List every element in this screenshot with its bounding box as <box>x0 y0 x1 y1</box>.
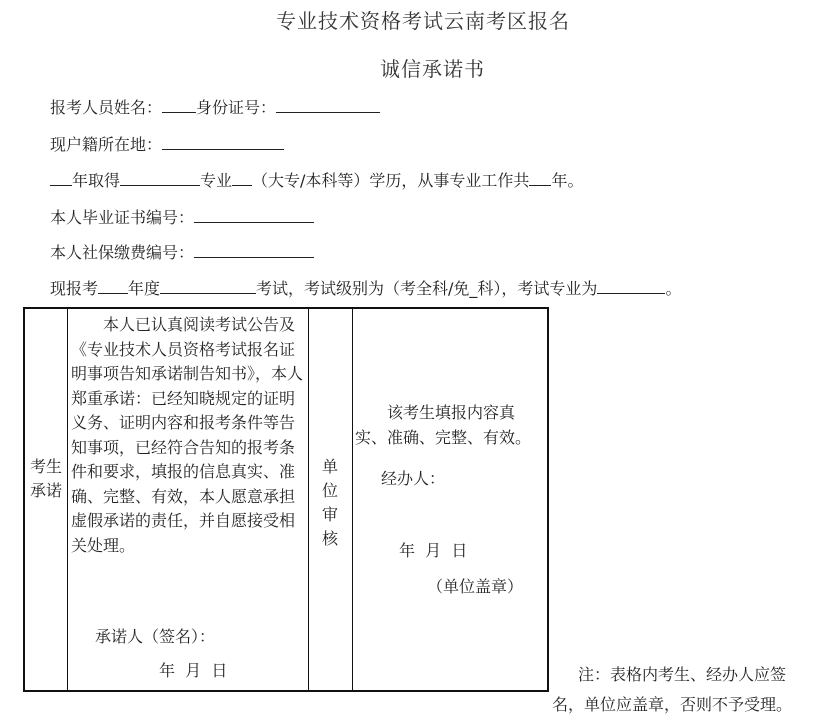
apply-line <box>50 277 681 299</box>
candidate-commitment-heading: 考生承诺 <box>30 457 63 500</box>
certificate-blank <box>194 206 314 223</box>
page-title: 专业技术资格考试云南考区报名 <box>276 9 570 33</box>
signer-label: 承诺人（签名）： <box>95 627 216 646</box>
name-id-line <box>50 96 380 118</box>
name-label: 报考人员姓名： <box>50 98 163 117</box>
household-label: 现户籍所在地： <box>50 135 163 154</box>
note-line-2: 名，单位应盖章，否则不予受理。 <box>552 695 793 714</box>
table-divider <box>67 309 68 690</box>
apply-prefix: 现报考 <box>50 279 99 298</box>
year-suffix: 年取得 <box>72 171 121 190</box>
exam-major-blank <box>597 277 665 294</box>
table-divider <box>352 309 353 690</box>
candidate-date: 年 月 日 <box>159 661 228 680</box>
unit-review-text: 该考生填报内容真实、准确、完整、有效。 <box>355 403 532 447</box>
apply-year: 年度 <box>128 279 161 298</box>
unit-date: 年 月 日 <box>399 541 468 560</box>
unit-review-heading: 单位审核 <box>321 457 338 548</box>
certificate-line <box>50 206 314 228</box>
certificate-label: 本人毕业证书编号： <box>50 208 195 227</box>
years-blank <box>529 169 551 186</box>
exam-name-blank <box>160 277 256 294</box>
apply-end: 。 <box>665 279 682 298</box>
commitment-table <box>23 307 549 692</box>
page-subtitle: 诚信承诺书 <box>380 57 485 81</box>
year-blank <box>50 169 72 186</box>
exam-text: 考试，考试级别为（考全科/免_科），考试专业为 <box>256 279 598 298</box>
years-suffix: 年。 <box>551 171 584 190</box>
table-divider <box>308 309 309 690</box>
note-line-1: 注：表格内考生、经办人应签 <box>578 665 787 684</box>
major-label: 专业 <box>200 171 233 190</box>
education-text: （大专/本科等）学历，从事专业工作共 <box>252 171 530 190</box>
household-line <box>50 133 284 155</box>
id-blank <box>276 96 380 113</box>
apply-year-blank <box>98 277 128 294</box>
household-blank <box>162 133 284 150</box>
social-security-blank <box>194 241 314 258</box>
social-security-label: 本人社保缴费编号： <box>50 243 195 262</box>
degree-blank <box>232 169 252 186</box>
major-blank <box>120 169 200 186</box>
social-security-line <box>50 241 314 263</box>
name-blank <box>162 96 196 113</box>
id-label: 身份证号： <box>196 98 277 117</box>
unit-seal-label: （单位盖章） <box>427 577 524 596</box>
candidate-commitment-text: 本人已认真阅读考试公告及《专业技术人员资格考试报名证明事项告知承诺制告知书》，本人郑重承诺：已经知晓规定的证明义务、证明内容和报考条件等告知事项，已经符合告知的报考条件和要求，填报的信息真实、准确、完整、有效，本人愿意承担虚假承诺的责任，并自愿接受相关处理。 <box>71 315 304 555</box>
education-line <box>50 169 583 191</box>
handler-label: 经办人： <box>381 469 446 488</box>
